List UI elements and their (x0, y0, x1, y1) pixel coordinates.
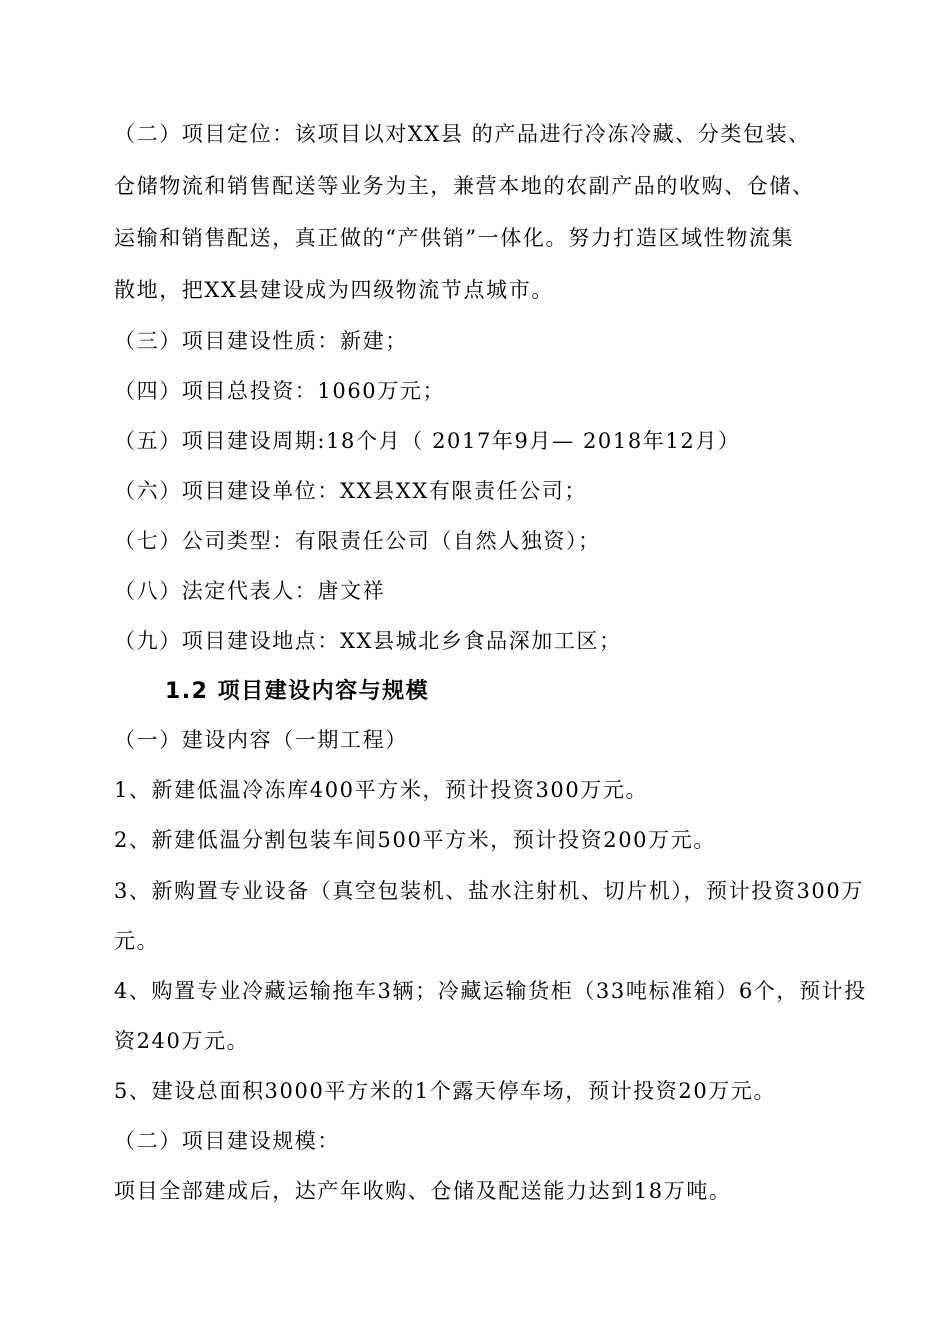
item-2: 2、新建低温分割包装车间500平方米，预计投资200万元。 (114, 828, 716, 852)
positioning-line-1: （二）项目定位：该项目以对XX县 的产品进行冷冻冷藏、分类包装、 (114, 122, 811, 146)
item-1: 1、新建低温冷冻库400平方米，预计投资300万元。 (114, 778, 649, 802)
item-3-line-1: 3、新购置专业设备（真空包装机、盐水注射机、切片机），预计投资300万 (114, 879, 864, 903)
section-heading: 1.2 项目建设内容与规模 (165, 679, 430, 704)
item-5: 5、建设总面积3000平方米的1个露天停车场，预计投资20万元。 (114, 1079, 777, 1103)
positioning-line-3: 运输和销售配送，真正做的“产供销”一体化。努力打造区域性物流集 (114, 226, 795, 250)
location-line: （九）项目建设地点：XX县城北乡食品深加工区； (114, 629, 622, 653)
item-4-line-1: 4、购置专业冷藏运输拖车3辆；冷藏运输货柜（33吨标准箱）6个，预计投 (114, 979, 867, 1003)
positioning-line-2: 仓储物流和销售配送等业务为主，兼营本地的农副产品的收购、仓储、 (114, 174, 815, 198)
item-3-line-2: 元。 (114, 929, 160, 953)
positioning-line-4: 散地，把XX县建设成为四级物流节点城市。 (114, 278, 554, 302)
unit-line: （六）项目建设单位：XX县XX有限责任公司； (114, 479, 587, 503)
legal-rep-line: （八）法定代表人：唐文祥 (114, 579, 386, 603)
period-line: （五）项目建设周期:18个月（ 2017年9月— 2018年12月） (114, 429, 741, 453)
investment-line: （四）项目总投资：1060万元； (114, 379, 446, 403)
company-type-line: （七）公司类型：有限责任公司（自然人独资）； (114, 529, 601, 553)
content-title: （一）建设内容（一期工程） (114, 728, 408, 752)
nature-line: （三）项目建设性质：新建； (114, 329, 408, 353)
scale-text: 项目全部建成后，达产年收购、仓储及配送能力达到18万吨。 (114, 1179, 732, 1203)
item-4-line-2: 资240万元。 (114, 1029, 250, 1053)
scale-title: （二）项目建设规模： (114, 1129, 340, 1153)
